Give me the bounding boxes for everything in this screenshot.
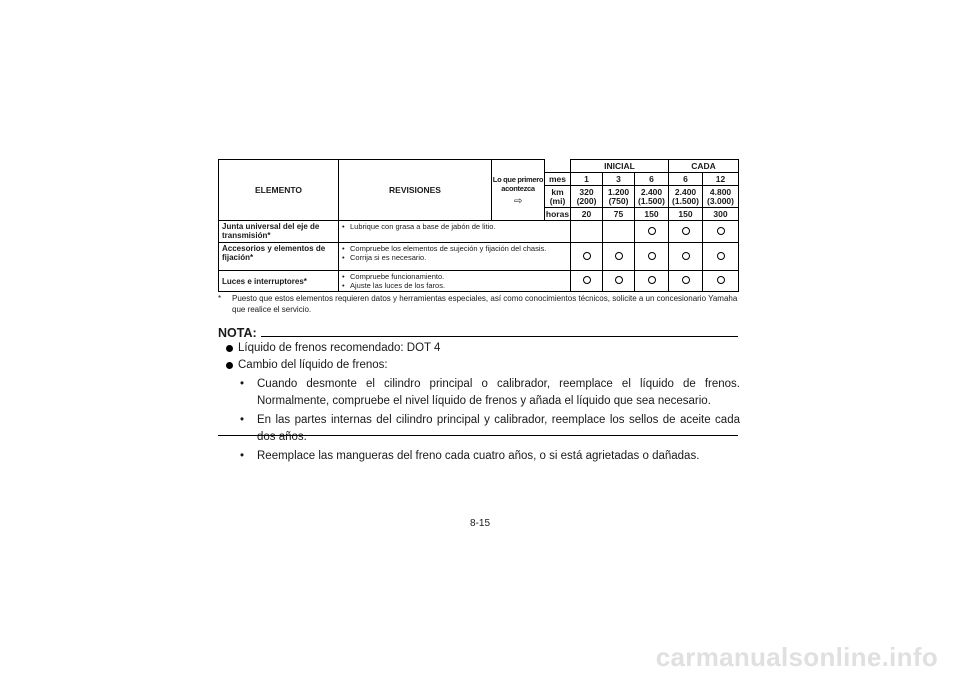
header-inicial: INICIAL bbox=[571, 160, 669, 173]
circle-mark-icon bbox=[717, 276, 725, 284]
mark-cell bbox=[571, 221, 603, 243]
horas-value: 150 bbox=[669, 208, 703, 221]
mark-cell bbox=[603, 243, 635, 271]
nota-title: NOTA: bbox=[218, 326, 257, 340]
mark-cell bbox=[669, 271, 703, 292]
mes-value: 1 bbox=[571, 173, 603, 186]
circle-mark-icon bbox=[717, 252, 725, 260]
item-name: Accesorios y elementos de fijación* bbox=[219, 243, 339, 271]
km-value: 320 (200) bbox=[571, 186, 603, 208]
check-cell bbox=[339, 221, 571, 243]
table-row bbox=[219, 243, 739, 271]
horas-value: 150 bbox=[635, 208, 669, 221]
mark-cell bbox=[635, 243, 669, 271]
header-elemento: ELEMENTO bbox=[219, 160, 339, 221]
nota-header bbox=[218, 326, 738, 340]
mark-cell bbox=[669, 243, 703, 271]
mark-cell bbox=[669, 221, 703, 243]
mark-cell bbox=[603, 221, 635, 243]
footnote bbox=[218, 293, 740, 315]
horas-value: 20 bbox=[571, 208, 603, 221]
circle-mark-icon bbox=[648, 227, 656, 235]
circle-mark-icon bbox=[648, 252, 656, 260]
page-number: 8-15 bbox=[469, 518, 490, 529]
nota-sub-item bbox=[222, 412, 740, 446]
item-name: Junta universal del eje de transmisión* bbox=[219, 221, 339, 243]
mark-cell bbox=[635, 221, 669, 243]
mark-cell bbox=[571, 243, 603, 271]
nota-body bbox=[222, 340, 740, 465]
circle-mark-icon bbox=[682, 227, 690, 235]
check-item: • Corrija si es necesario. bbox=[342, 253, 567, 262]
check-item: • Lubrique con grasa a base de jabón de litio. bbox=[342, 222, 567, 231]
circle-mark-icon bbox=[583, 252, 591, 260]
horas-value: 300 bbox=[703, 208, 739, 221]
nota-bullet-text: Cambio del líquido de frenos: bbox=[238, 359, 388, 371]
km-value: 2.400 (1.500) bbox=[669, 186, 703, 208]
mes-value: 3 bbox=[603, 173, 635, 186]
unit-mes: mes bbox=[545, 173, 571, 186]
hollow-arrow-right-icon: ⇨ bbox=[513, 195, 523, 207]
header-blank-cell bbox=[545, 160, 571, 173]
nota-rule bbox=[261, 336, 738, 337]
circle-mark-icon bbox=[682, 276, 690, 284]
unit-km: km (mi) bbox=[545, 186, 571, 208]
nota-bullet-text: Líquido de frenos recomendado: DOT 4 bbox=[238, 342, 441, 354]
mark-cell bbox=[571, 271, 603, 292]
item-name: Luces e interruptores* bbox=[219, 271, 339, 292]
mark-cell bbox=[603, 271, 635, 292]
circle-mark-icon bbox=[615, 252, 623, 260]
nota-sub-item bbox=[222, 376, 740, 410]
nota-bullet bbox=[222, 340, 740, 357]
check-item: • Ajuste las luces de los faros. bbox=[342, 281, 567, 290]
mark-cell bbox=[703, 243, 739, 271]
check-item: • Compruebe funcionamiento. bbox=[342, 272, 567, 281]
sub-bullet: • bbox=[240, 450, 245, 462]
footnote-text: Puesto que estos elementos requieren datos y herramientas especiales, así como conocimientos técnicos, solicite a un concesionario Yamaha que realice el servicio. bbox=[232, 294, 738, 314]
check-cell bbox=[339, 243, 571, 271]
km-value: 1.200 (750) bbox=[603, 186, 635, 208]
circle-mark-icon bbox=[682, 252, 690, 260]
nota-sub-text: Cuando desmonte el cilindro principal o calibrador, reemplace el líquido de frenos. Normalmente, compruebe el nivel líquido de frenos y añada el líquido que sea necesario. bbox=[257, 378, 740, 407]
lo-que-primero-label: Lo que primero acontezca bbox=[492, 174, 544, 193]
unit-horas: horas bbox=[545, 208, 570, 219]
header-lo-que-primero bbox=[492, 160, 545, 221]
nota-sub-text: Reemplace las mangueras del freno cada cuatro años, o si está agrietadas o dañadas. bbox=[257, 450, 700, 462]
header-cada: CADA bbox=[669, 160, 739, 173]
mark-cell bbox=[635, 271, 669, 292]
check-cell bbox=[339, 271, 571, 292]
mes-value: 6 bbox=[669, 173, 703, 186]
footnote-star: * bbox=[218, 294, 222, 303]
table-row bbox=[219, 221, 739, 243]
mes-value: 6 bbox=[635, 173, 669, 186]
mark-cell bbox=[703, 221, 739, 243]
filled-dot-icon bbox=[226, 362, 233, 369]
sub-bullet: • bbox=[240, 378, 245, 390]
circle-mark-icon bbox=[615, 276, 623, 284]
sub-bullet: • bbox=[240, 414, 245, 426]
horas-value: 75 bbox=[603, 208, 635, 221]
nota-sub-item bbox=[222, 448, 740, 465]
table-row bbox=[219, 271, 739, 292]
km-value: 2.400 (1.500) bbox=[635, 186, 669, 208]
circle-mark-icon bbox=[648, 276, 656, 284]
mes-value: 12 bbox=[703, 173, 739, 186]
circle-mark-icon bbox=[583, 276, 591, 284]
check-item: • Compruebe los elementos de sujeción y fijación del chasis. bbox=[342, 244, 567, 253]
maintenance-table bbox=[218, 159, 739, 292]
header-revisiones: REVISIONES bbox=[339, 160, 492, 221]
circle-mark-icon bbox=[717, 227, 725, 235]
mark-cell bbox=[703, 271, 739, 292]
nota-bullet bbox=[222, 357, 740, 374]
nota-end-rule bbox=[218, 435, 738, 436]
nota-sub-text: En las partes internas del cilindro principal y calibrador, reemplace los sellos de aceite cada dos años. bbox=[257, 414, 740, 443]
watermark: carmanualsonline.info bbox=[655, 642, 938, 672]
filled-dot-icon bbox=[226, 345, 233, 352]
km-value: 4.800 (3.000) bbox=[703, 186, 739, 208]
